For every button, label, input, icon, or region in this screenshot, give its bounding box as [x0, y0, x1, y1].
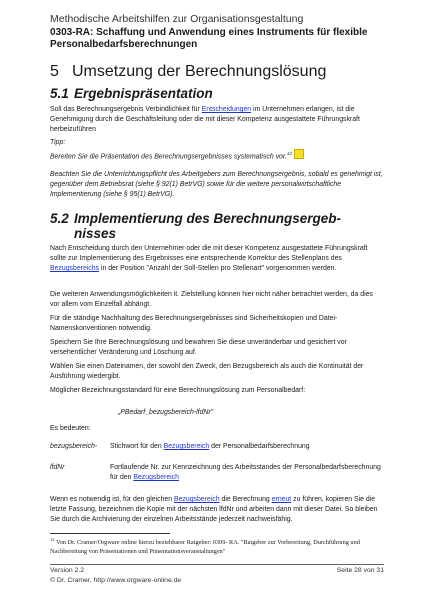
text: die Berechnung [219, 496, 272, 503]
text: Wenn es notwendig ist, für den gleichen [50, 496, 174, 503]
text: zu führen, kopieren Sie die letzte Fassung, bezeichnen die Kopie mit der nächsten lfdNr und arbeiten dann mit dieser Datei. So bleiben Sie durch die Archivierung der einzelnen Arbeitsstände jederzeit nachweisfähig. [50, 496, 378, 524]
term-name: bezugsbereich- [50, 443, 98, 450]
footer-copyright: © Dr. Cramer, http://www.orgware-online.de [50, 577, 182, 584]
header-subtitle: 0303-RA: Schaffung und Anwendung eines Instruments für flexible Personalbedarfsberechnungen [50, 27, 368, 50]
paragraph-works-council: Beachten Sie die Unterrichtungspflicht des Arbeitgebers zum Berechnungsergebnis, sobald es genehmigt ist, gegenüber dem Betriebsrat (siehe § 92(1) BetrVG) sowie für die weitere personalwirtschaftliche Implementierung (siehe § 95(1) BetrVG). [50, 171, 383, 199]
footer-divider [50, 564, 384, 565]
footnote-divider [50, 533, 170, 534]
subsection-heading-5-2 [50, 211, 350, 241]
subsection-number: 5.2 [50, 211, 69, 226]
term-description [110, 463, 382, 483]
naming-pattern: „PBedarf_bezugsbereich-lfdNr" [118, 409, 214, 416]
link-erneut[interactable]: erneut [271, 496, 292, 503]
subsection-title: Ergebnispräsentation [74, 86, 213, 101]
link-bezugsbereich[interactable]: Bezugsbereich [163, 443, 210, 450]
text: im Unternehmen erlangen, ist die Genehmigung durch die Geschäftsleitung oder die mit dieser Kompetenz ausgestattete Führungskraft herbeizuführen [50, 106, 360, 134]
subsection-heading-5-1 [50, 86, 213, 101]
text: Stichwort für den [110, 443, 164, 450]
note-icon[interactable] [294, 149, 304, 159]
footnote [50, 536, 380, 556]
link-bezugsbereich[interactable]: Bezugsbereich [133, 474, 179, 482]
paragraph-implementation [50, 244, 384, 275]
paragraph-backups: Für die ständige Nachhaltung des Berechnungsergebnisses sind Sicherheitskopien und Datei-Namenskonventionen notwendig. [50, 315, 338, 333]
paragraph-storage: Speichern Sie Ihre Berechnungslösung und bewahren Sie diese unveränderbar und gesichert vor versehentlicher Veränderung und Löschung auf. [50, 339, 347, 357]
term-description [110, 442, 382, 452]
footer-version: Version 2.2 [50, 567, 85, 574]
footer-page-number: Seite 28 von 31 [336, 567, 384, 574]
text: Fortlaufende Nr. zur Kennzeichnung des Arbeitsstandes der Personalbedarfsberechnung für den [110, 464, 381, 482]
text: Nach Entscheidung durch den Unternehmer oder die mit dieser Kompetenz ausgestattete Führungskraft sollte zur Implementierung des Ergebnisses eine entsprechende Korrektur des Stellenplans des [50, 245, 368, 263]
tip-text [50, 149, 384, 163]
terms-intro: Es bedeuten: [50, 425, 91, 432]
text: in der Position "Anzahl der Soll-Stellen pro Stellenart" vorgenommen werden. [99, 265, 337, 273]
tip-label: Tipp: [50, 139, 66, 146]
subsection-title-line-2: nisses [74, 226, 117, 241]
paragraph-filename: Wählen Sie einen Dateinamen, der sowohl den Zweck, den Bezugsbereich als auch die Kontinuität der Ausführung wiedergibt. [50, 363, 364, 381]
paragraph-naming-standard: Möglicher Bezeichnungsstandard für eine Berechnungslösung zum Personalbedarf: [50, 387, 306, 394]
paragraph-approval [50, 105, 384, 136]
text: Bereiten Sie die Präsentation des Berechnungsergebnisses systematisch vor. [50, 153, 287, 161]
text: der Personalbedarfsberechnung [209, 443, 310, 450]
link-entscheidungen[interactable]: Entscheidungen [201, 106, 252, 113]
footnote-number: 12 [50, 537, 55, 542]
paragraph-new-calculation [50, 495, 384, 526]
header-title: Methodische Arbeitshilfen zur Organisationsgestaltung [50, 13, 304, 25]
text: Soll das Berechnungsergebnis Verbindlichkeit für [50, 106, 202, 113]
section-title: Umsetzung der Berechnungslösung [72, 63, 327, 80]
paragraph-applications: Die weiteren Anwendungsmöglichkeiten it. Zielstellung können hier nicht näher betrachtet werden, da dies vor allem vom Einzelfall abhängt. [50, 291, 373, 309]
term-name: lfdNr [50, 464, 65, 471]
footnote-ref[interactable]: 12 [286, 151, 292, 156]
section-heading [50, 63, 326, 81]
subsection-title-line-1: Implementierung des Berechnungsergeb- [74, 211, 342, 226]
link-bezugsbereichs[interactable]: Bezugsbereichs [50, 265, 100, 273]
subsection-number: 5.1 [50, 86, 69, 101]
footnote-text: Von Dr. Cramer/Orgware online hierzu beziehbarer Ratgeber: 0309- RA. "Ratgeber zur Vorbereitung, Durchführung und Nachbereitung von Präsentationen und Präsentationsveranstaltungen" [50, 539, 360, 555]
section-number: 5 [50, 63, 59, 80]
link-bezugsbereich[interactable]: Bezugsbereich [173, 496, 220, 503]
